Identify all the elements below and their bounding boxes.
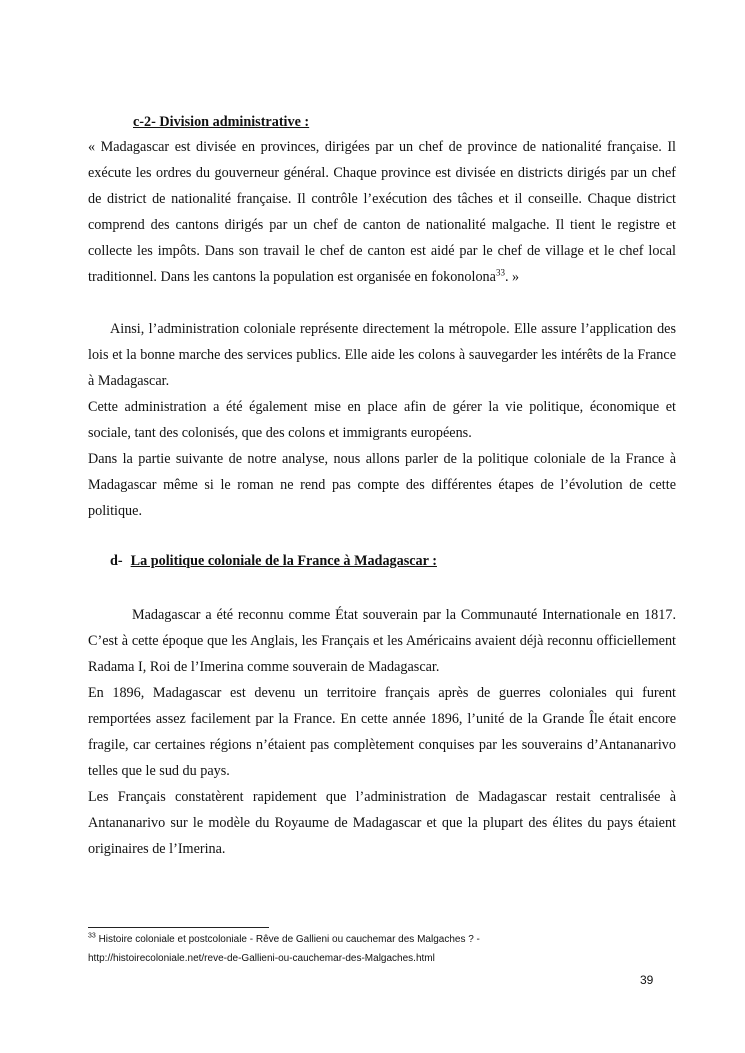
footnote-reference[interactable]: 33 — [495, 267, 505, 278]
footnote-divider — [88, 927, 269, 928]
section-marker: d- — [110, 553, 123, 569]
section-title: La politique coloniale de la France à Madagascar : — [130, 553, 437, 569]
section-c2-body — [88, 316, 676, 524]
paragraph: Ainsi, l’administration coloniale représente directement la métropole. Elle assure l’application des lois et la bonne marche des services publics. Elle aide les colons à sauvegarder les intérêts de la France à Madagascar. — [88, 321, 676, 389]
paragraph: Madagascar a été reconnu comme État souverain par la Communauté Internationale en 1817. C’est à cette époque que les Anglais, les Français et les Américains avaient déjà reconnu officiellement Radama I, Roi de l’Imerina comme souverain de Madagascar. — [88, 607, 676, 675]
paragraph: En 1896, Madagascar est devenu un territoire français après de guerres coloniales qui furent remportées assez facilement par la France. En cette année 1896, l’unité de la Grande Île était encore fragile, car certaines régions n’étaient pas complètement conquises par les souverains d’Antananarivo telles que le sud du pays. — [88, 685, 676, 779]
footnote — [88, 930, 688, 968]
paragraph: Dans la partie suivante de notre analyse, nous allons parler de la politique coloniale de la France à Madagascar même si le roman ne rend pas compte des différentes étapes de l’évolution de cette politique. — [88, 451, 676, 519]
page-number: 39 — [640, 973, 654, 987]
footnote-line — [88, 930, 688, 949]
footnote-text: Histoire coloniale et postcoloniale - Rêve de Gallieni ou cauchemar des Malgaches ? - — [95, 934, 480, 945]
section-heading-c2: c-2- Division administrative : — [133, 114, 310, 130]
quote-paragraph — [88, 134, 676, 290]
paragraph: Les Français constatèrent rapidement que l’administration de Madagascar restait centralisée à Antananarivo sur le modèle du Royaume de Madagascar et que la plupart des élites du pays étaient originaires de l’Imerina. — [88, 789, 676, 857]
footnote-url[interactable]: http://histoirecoloniale.net/reve-de-Gallieni-ou-cauchemar-des-Malgaches.html — [88, 953, 435, 964]
quote-text: « Madagascar est divisée en provinces, dirigées par un chef de province de nationalité française. Il exécute les ordres du gouverneur général. Chaque province est divisée en districts dirigés par un chef de district de nationalité française. Il contrôle l’exécution des tâches et il conseille. Chaque district comprend des cantons dirigés par un chef de canton de nationalité malgache. Il tient le registre et collecte les impôts. Dans son travail le chef de canton est aidé par le chef de village et le chef local traditionnel. Dans les cantons la population est organisée en fokonolona — [88, 139, 676, 285]
quote-closing: . » — [504, 269, 520, 285]
section-d-body — [88, 602, 676, 862]
paragraph: Cette administration a été également mise en place afin de gérer la vie politique, économique et sociale, tant des colonisés, que des colons et immigrants européens. — [88, 399, 676, 441]
section-heading-d — [110, 553, 437, 570]
footnote-number: 33 — [88, 932, 96, 940]
